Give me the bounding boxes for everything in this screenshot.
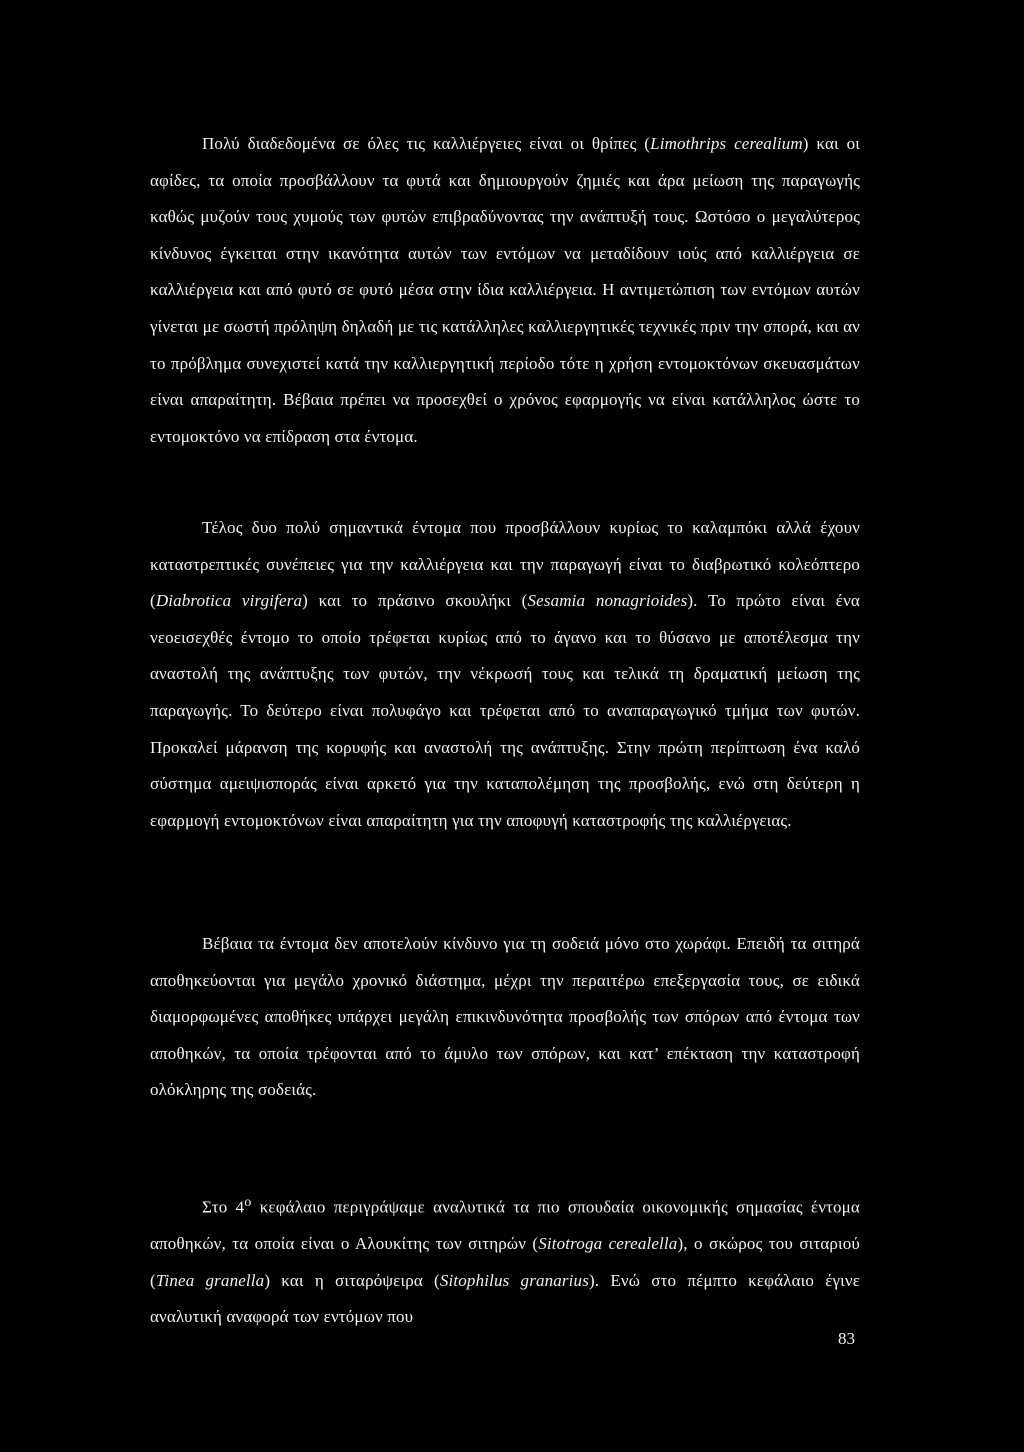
species-name: Sitotroga cerealella [538, 1234, 678, 1254]
paragraph-3 [150, 926, 860, 1109]
paragraph-text: ) και η σιταρόψειρα ( [264, 1270, 440, 1290]
paragraph-1 [150, 126, 860, 455]
paragraph-text: Στο 4 [202, 1197, 245, 1217]
species-name: Sitophilus granarius [439, 1270, 589, 1290]
paragraph-text: κεφάλαιο περιγράψαμε αναλυτικά τα πιο σπουδαία οικονομικής σημασίας έντομα αποθηκών, τα οποία είναι ο Αλουκίτης των σιτηρών ( [150, 1197, 860, 1254]
species-name: Limothrips cerealium [650, 134, 803, 153]
paragraph-text: ). Ενώ στο πέμπτο κεφάλαιο έγινε αναλυτική αναφορά των εντόμων που [150, 1270, 860, 1327]
species-name: Tinea granella [155, 1270, 265, 1290]
paragraph-text: ) και το πράσινο σκουλήκι ( [302, 591, 528, 611]
paragraph-text: ), ο σκώρος του σιταριού ( [150, 1234, 860, 1290]
species-name: Diabrotica virgifera [155, 591, 303, 611]
paragraph-2 [150, 510, 860, 839]
superscript-text: ο [244, 1194, 252, 1210]
paragraph-text: Τέλος δυο πολύ σημαντικά έντομα που προσβάλλουν κυρίως το καλαμπόκι αλλά έχουν καταστρεπτικές συνέπειες για την καλλιέργεια και την παραγωγή είναι το διαβρωτικό κολεόπτερο ( [150, 518, 860, 611]
paragraph-4 [150, 1184, 860, 1336]
paragraph-text: ). Το πρώτο είναι ένα νεοεισεχθές έντομο το οποίο τρέφεται κυρίως από το άγανο και το θύσανο με αποτέλεσμα την αναστολή της ανάπτυξης των φυτών, την νέκρωσή τους και τελικά τη δραματική μείωση της παραγωγής. Το δεύτερο είναι πολυφάγο και τρέφεται από το αναπαραγωγικό τμήμα των φυτών. Προκαλεί μάρανση της κορυφής και αναστολή της ανάπτυξης. Στην πρώτη περίπτωση ένα καλό σύστημα αμειψισποράς είναι αρκετό για την καταπολέμηση της προσβολής, ενώ στη δεύτερη η εφαρμογή εντομοκτόνων είναι απαραίτητη για την αποφυγή καταστροφής της καλλιέργειας. [150, 591, 860, 830]
page-number: 83 [838, 1329, 855, 1348]
paragraph-text: ) και οι αφίδες, τα οποία προσβάλλουν τα φυτά και δημιουργούν ζημιές και άρα μείωση της παραγωγής καθώς μυζούν τους χυμούς των φυτών επιβραδύνοντας την ανάπτυξή τους. Ωστόσο ο μεγαλύτερος κίνδυνος έγκειται στην ικανότητα αυτών των εντόμων να μεταδίδουν ιούς από καλλιέργεια σε καλλιέργεια και από φυτό σε φυτό μέσα στην ίδια καλλιέργεια. Η αντιμετώπιση των εντόμων αυτών γίνεται με σωστή πρόληψη δηλαδή με τις κατάλληλες καλλιεργητικές τεχνικές πριν την σπορά, και αν το πρόβλημα συνεχιστεί κατά την καλλιεργητική περίοδο τότε η χρήση εντομοκτόνων σκευασμάτων είναι απαραίτητη. Βέβαια πρέπει να προσεχθεί ο χρόνος εφαρμογής να είναι κατάλληλος ώστε το εντομοκτόνο να επίδραση στα έντομα. [150, 134, 860, 446]
species-name: Sesamia nonagrioides [527, 591, 688, 611]
paragraph-text: Πολύ διαδεδομένα σε όλες τις καλλιέργειες είναι οι θρίπες ( [202, 134, 651, 153]
paragraph-text: Βέβαια τα έντομα δεν αποτελούν κίνδυνο για τη σοδειά μόνο στο χωράφι. Επειδή τα σιτηρά αποθηκεύονται για μεγάλο χρονικό διάστημα, μέχρι την περαιτέρω επεξεργασία τους, σε ειδικά διαμορφωμένες αποθήκες υπάρχει μεγάλη επικινδυνότητα προσβολής των σπόρων από έντομα των αποθηκών, τα οποία τρέφονται από το άμυλο των σπόρων, και κατ’ επέκταση την καταστροφή ολόκληρης της σοδειάς. [150, 934, 860, 1100]
